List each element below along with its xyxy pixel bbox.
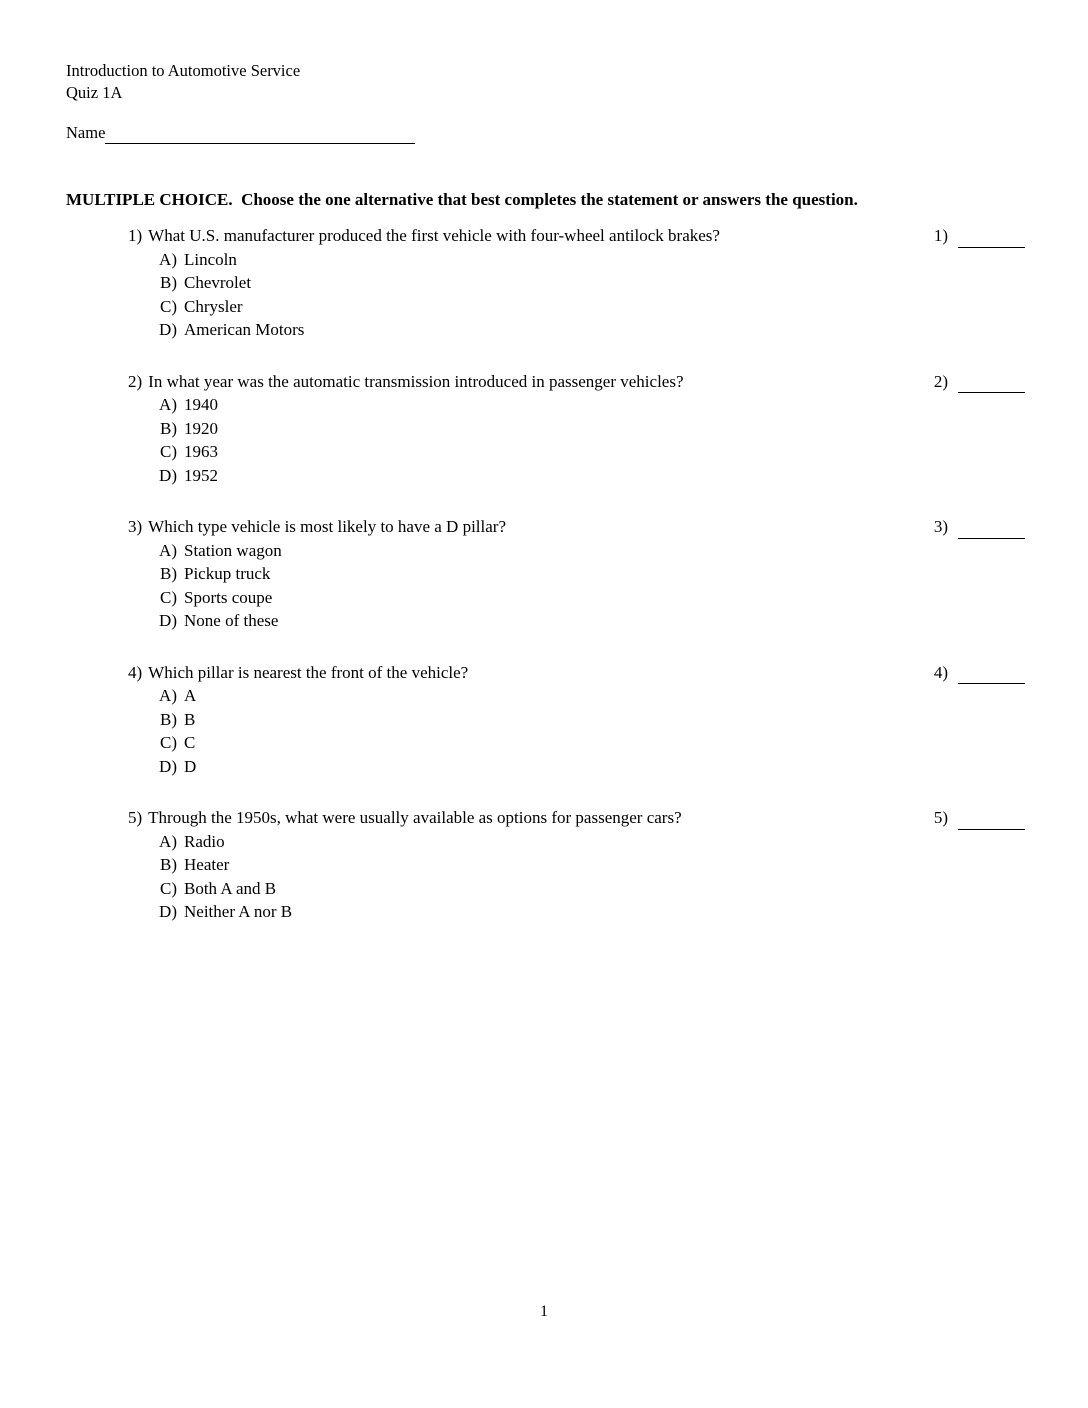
answer-slot [934, 224, 1025, 248]
option-text: 1920 [184, 418, 218, 438]
answer-number: 4) [933, 662, 948, 682]
option-b [151, 271, 1025, 295]
option-text: D [184, 756, 197, 776]
option-text: Chevrolet [184, 273, 252, 292]
option-label: D) [159, 611, 177, 630]
option-text: Pickup truck [184, 564, 271, 583]
options-list [151, 830, 1025, 924]
answer-blank-field[interactable] [958, 814, 1025, 830]
question-line [128, 370, 1025, 394]
instructions: MULTIPLE CHOICE. Choose the one alternative that best completes the statement or answers the question. [66, 190, 858, 209]
option-text: 1963 [184, 442, 218, 461]
answer-number: 1) [933, 226, 948, 245]
option-a [151, 539, 1025, 563]
option-b [151, 708, 1025, 732]
question-line [128, 515, 1025, 539]
option-text: 1940 [184, 395, 218, 414]
option-label: A) [159, 540, 177, 560]
question-5 [128, 806, 1025, 924]
option-text: Radio [184, 831, 225, 851]
option-d [151, 318, 1025, 342]
answer-slot [934, 370, 1025, 394]
option-label: B) [160, 855, 177, 874]
option-a [151, 830, 1025, 854]
options-list [151, 248, 1025, 342]
option-c [151, 877, 1025, 901]
option-label: A) [159, 831, 177, 851]
question-line [128, 806, 1025, 830]
option-text: Both A and B [184, 878, 277, 898]
option-text: Neither A nor B [184, 902, 293, 921]
quiz-title: Quiz 1A [66, 83, 123, 102]
option-text: American Motors [184, 320, 305, 339]
option-text: Lincoln [184, 249, 237, 269]
option-text: None of these [184, 611, 279, 630]
question-text: Which pillar is nearest the front of the vehicle? [148, 662, 469, 682]
page-number: 1 [540, 1303, 548, 1320]
question-text: What U.S. manufacturer produced the first vehicle with four-wheel antilock brakes? [148, 226, 720, 245]
page-header [66, 60, 1025, 104]
option-text: Chrysler [184, 296, 243, 316]
answer-slot [934, 661, 1025, 685]
option-c [151, 440, 1025, 464]
option-a [151, 393, 1025, 417]
question-number: 5) [128, 808, 143, 827]
option-label: C) [160, 296, 177, 316]
question-line [128, 661, 1025, 685]
option-label: C) [160, 442, 177, 461]
option-text: Station wagon [184, 540, 282, 560]
option-c [151, 731, 1025, 755]
question-line [128, 224, 1025, 248]
option-d [151, 755, 1025, 779]
name-row [66, 122, 1025, 144]
option-c [151, 295, 1025, 319]
answer-number: 2) [933, 371, 948, 391]
question-1 [128, 224, 1025, 342]
question-text: Through the 1950s, what were usually available as options for passenger cars? [148, 808, 682, 827]
question-text: Which type vehicle is most likely to have a D pillar? [148, 517, 507, 536]
options-list [151, 539, 1025, 633]
option-label: B) [160, 273, 177, 292]
option-d [151, 464, 1025, 488]
option-label: C) [160, 733, 177, 752]
option-label: D) [159, 756, 177, 776]
name-blank-field[interactable] [105, 126, 415, 144]
option-c [151, 586, 1025, 610]
option-d [151, 609, 1025, 633]
name-label: Name [66, 123, 106, 142]
option-label: B) [160, 564, 177, 583]
answer-slot [934, 515, 1025, 539]
answer-number: 3) [933, 517, 948, 536]
question-text: In what year was the automatic transmission introduced in passenger vehicles? [148, 371, 684, 391]
question-2 [128, 370, 1025, 488]
option-label: B) [160, 418, 177, 438]
option-b [151, 417, 1025, 441]
question-3 [128, 515, 1025, 633]
question-number: 1) [128, 226, 143, 245]
option-b [151, 562, 1025, 586]
question-number: 2) [128, 371, 143, 391]
question-4 [128, 661, 1025, 779]
option-a [151, 684, 1025, 708]
options-list [151, 684, 1025, 778]
option-d [151, 900, 1025, 924]
questions-list [128, 224, 1025, 924]
option-label: C) [160, 587, 177, 607]
option-label: A) [159, 686, 177, 705]
option-b [151, 853, 1025, 877]
course-title: Introduction to Automotive Service [66, 61, 301, 80]
option-label: D) [159, 465, 177, 485]
option-label: C) [160, 878, 177, 898]
option-text: Sports coupe [184, 587, 273, 607]
page-footer [0, 1303, 1088, 1321]
answer-blank-field[interactable] [958, 377, 1025, 393]
option-text: C [184, 733, 196, 752]
answer-blank-field[interactable] [958, 668, 1025, 684]
option-text: B [184, 709, 196, 729]
option-label: D) [159, 902, 177, 921]
answer-slot [934, 806, 1025, 830]
option-a [151, 248, 1025, 272]
option-label: D) [159, 320, 177, 339]
answer-blank-field[interactable] [958, 232, 1025, 248]
option-text: 1952 [184, 465, 218, 485]
option-label: A) [159, 249, 177, 269]
question-number: 3) [128, 517, 143, 536]
option-label: B) [160, 709, 177, 729]
answer-number: 5) [933, 808, 948, 827]
option-text: A [184, 686, 197, 705]
option-label: A) [159, 395, 177, 414]
question-number: 4) [128, 662, 143, 682]
options-list [151, 393, 1025, 487]
answer-blank-field[interactable] [958, 523, 1025, 539]
option-text: Heater [184, 855, 230, 874]
